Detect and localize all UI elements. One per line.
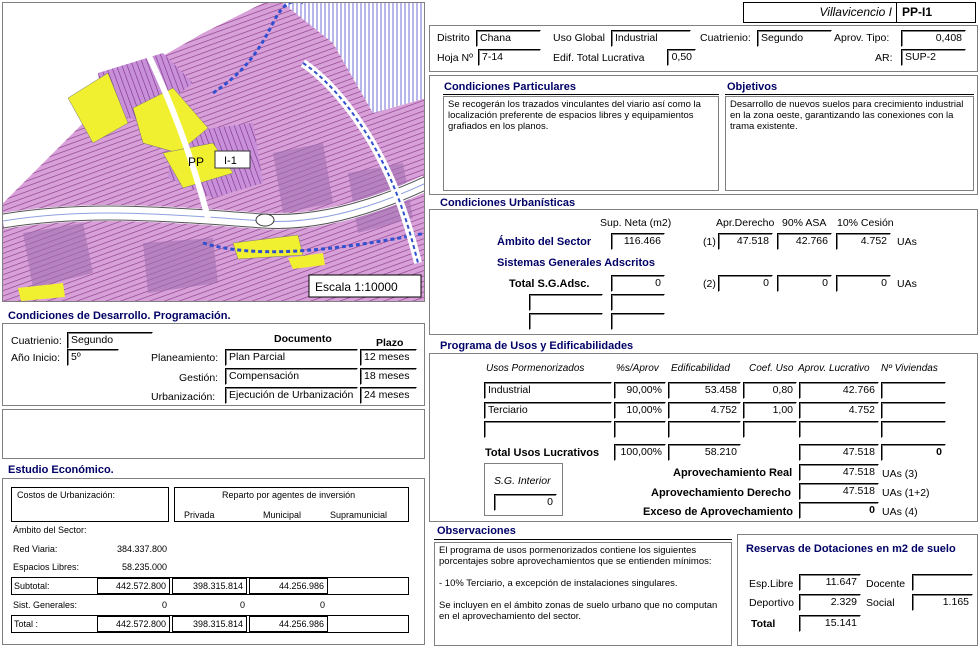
subtotal-value: 442.572.800 bbox=[97, 578, 170, 594]
esp-libre-field[interactable]: 11.647 bbox=[799, 574, 861, 591]
sg-total-label: Total S.G.Adsc. bbox=[509, 278, 590, 290]
deportivo-label: Deportivo bbox=[749, 597, 794, 609]
reservas-title: Reservas de Dotaciones en m2 de suelo bbox=[746, 543, 956, 555]
cuatrienio-label: Cuatrienio: bbox=[700, 32, 751, 44]
sist-generales-privada: 0 bbox=[239, 600, 245, 610]
urbanizacion-plazo[interactable]: 24 meses bbox=[360, 387, 417, 404]
sist-generales-value: 0 bbox=[161, 600, 167, 610]
aprov-real-field[interactable]: 47.518 bbox=[799, 464, 879, 481]
blank-notes-panel bbox=[2, 409, 425, 459]
col-cesion: 10% Cesión bbox=[837, 217, 894, 229]
sist-generales-municipal: 0 bbox=[319, 600, 325, 610]
planeamiento-plazo[interactable]: 12 meses bbox=[360, 349, 417, 366]
sg-adscritos-title: Sistemas Generales Adscritos bbox=[497, 257, 655, 269]
urbanisticas-title: Condiciones Urbanísticas bbox=[440, 197, 576, 209]
ambito-label: Ámbito del Sector bbox=[497, 236, 592, 248]
total-pct[interactable]: 100,00% bbox=[614, 444, 666, 461]
sg-interior-field[interactable]: 0 bbox=[494, 494, 557, 511]
observaciones-title: Observaciones bbox=[437, 525, 516, 537]
planeamiento-doc[interactable]: Plan Parcial bbox=[225, 349, 358, 366]
subtotal-privada: 398.315.814 bbox=[172, 578, 247, 594]
col-asa: 90% ASA bbox=[782, 217, 827, 229]
aprov-derecho-field[interactable]: 47.518 bbox=[799, 483, 879, 500]
sg-interior-label: S.G. Interior bbox=[494, 475, 551, 487]
urbanizacion-doc[interactable]: Ejecución de Urbanización bbox=[225, 387, 358, 404]
plazo-header: Plazo bbox=[376, 337, 404, 349]
uas-label-2: UAs bbox=[897, 278, 917, 290]
obs-paragraph-1: El programa de usos pormenorizados contiene los siguientes porcentajes sobre aprovechamientos que se entienden mínimos: bbox=[439, 545, 712, 567]
sg-ces-field[interactable]: 0 bbox=[836, 275, 891, 292]
espacios-libres-value: 58.235.000 bbox=[121, 562, 167, 572]
aprov-row-1[interactable]: 42.766 bbox=[799, 382, 879, 399]
aprov-real-note: UAs (3) bbox=[882, 468, 918, 480]
uso-row-3[interactable] bbox=[484, 421, 612, 438]
subtotal-municipal: 44.256.986 bbox=[249, 578, 328, 594]
desarrollo-title: Condiciones de Desarrollo. Programación. bbox=[8, 310, 231, 322]
total-viv[interactable]: 0 bbox=[881, 444, 946, 461]
ar-field[interactable]: SUP-2 bbox=[901, 49, 966, 66]
aprov-real-label: Aprovechamiento Real bbox=[673, 467, 793, 479]
docente-label: Docente bbox=[866, 578, 906, 590]
pct-row-3[interactable] bbox=[614, 421, 666, 438]
total-aprov[interactable]: 47.518 bbox=[799, 444, 879, 461]
ar-label: AR: bbox=[875, 52, 893, 64]
col-supramunicial: Supramunicial bbox=[330, 510, 388, 520]
economico-title: Estudio Económico. bbox=[8, 464, 114, 476]
sg-extra-name-1[interactable] bbox=[529, 294, 603, 311]
reparto-label: Reparto por agentes de inversión bbox=[222, 490, 356, 500]
urbanizacion-label: Urbanización: bbox=[151, 391, 216, 403]
viv-row-1[interactable] bbox=[881, 382, 946, 399]
map-panel bbox=[2, 2, 425, 302]
social-field[interactable]: 1.165 bbox=[912, 594, 973, 611]
title-place: Villavicencio I bbox=[743, 2, 896, 23]
mark-2: (2) bbox=[703, 278, 716, 290]
aprov-tipo-field[interactable]: 0,408 bbox=[901, 30, 966, 47]
hoja-field[interactable]: 7-14 bbox=[478, 49, 541, 66]
edif-row-3[interactable] bbox=[668, 421, 741, 438]
ambito-sup-field[interactable]: 116.466 bbox=[611, 233, 665, 250]
aprov-derecho-label: Aprovechamiento Derecho bbox=[651, 487, 791, 499]
coef-row-3[interactable] bbox=[743, 421, 797, 438]
ambito-ces-field[interactable]: 4.752 bbox=[836, 233, 891, 250]
col-apr-derecho: Apr.Derecho bbox=[716, 217, 775, 229]
exceso-note: UAs (4) bbox=[882, 506, 918, 518]
sg-sup-field[interactable]: 0 bbox=[611, 275, 665, 292]
eco-total-privada: 398.315.814 bbox=[172, 616, 247, 632]
total-edif[interactable]: 58.210 bbox=[668, 444, 741, 461]
subtotal-label: Subtotal: bbox=[14, 581, 50, 591]
edif-total-label: Edif. Total Lucrativa bbox=[553, 52, 645, 64]
coef-row-1[interactable]: 0,80 bbox=[743, 382, 797, 399]
h-usos: Usos Pormenorizados bbox=[486, 363, 585, 374]
map-scale: Escala 1:10000 bbox=[315, 280, 398, 294]
sg-extra-name-2[interactable] bbox=[529, 313, 603, 330]
uso-row-1[interactable]: Industrial bbox=[484, 382, 612, 399]
coef-row-2[interactable]: 1,00 bbox=[743, 402, 797, 419]
distrito-field[interactable]: Chana bbox=[476, 30, 541, 47]
uas-label-1: UAs bbox=[897, 236, 917, 248]
gestion-doc[interactable]: Compensación bbox=[225, 368, 358, 385]
uso-row-2[interactable]: Terciario bbox=[484, 402, 612, 419]
pct-row-1[interactable]: 90,00% bbox=[614, 382, 666, 399]
viv-row-2[interactable] bbox=[881, 402, 946, 419]
h-viv: Nº Viviendas bbox=[881, 363, 938, 374]
exceso-field[interactable]: 0 bbox=[799, 502, 879, 519]
hoja-label: Hoja Nº bbox=[437, 52, 473, 64]
sg-apr-field[interactable]: 0 bbox=[718, 275, 773, 292]
col-privada: Privada bbox=[184, 510, 215, 520]
deportivo-field[interactable]: 2.329 bbox=[799, 594, 861, 611]
eco-ambito-label: Ámbito del Sector: bbox=[13, 525, 87, 535]
zoning-map bbox=[3, 3, 425, 302]
gestion-plazo[interactable]: 18 meses bbox=[360, 368, 417, 385]
map-sector-label: I-1 bbox=[224, 155, 237, 167]
reservas-total-field[interactable]: 15.141 bbox=[799, 615, 861, 632]
edif-row-2[interactable]: 4.752 bbox=[668, 402, 741, 419]
documento-header: Documento bbox=[274, 333, 332, 345]
distrito-label: Distrito bbox=[437, 32, 470, 44]
h-edif: Edificabilidad bbox=[671, 363, 730, 374]
desarrollo-cuatrienio-field[interactable]: Segundo bbox=[67, 332, 153, 349]
desarrollo-cuatrienio-label: Cuatrienio: bbox=[11, 335, 62, 347]
mark-1: (1) bbox=[703, 236, 716, 248]
uso-global-field[interactable]: Industrial bbox=[611, 30, 691, 47]
col-municipal: Municipal bbox=[263, 510, 302, 520]
eco-total-value: 442.572.800 bbox=[97, 616, 170, 632]
obs-paragraph-2: - 10% Terciario, a excepción de instalaciones singulares. bbox=[439, 578, 678, 589]
aprov-tipo-label: Aprov. Tipo: bbox=[834, 32, 890, 44]
ambito-asa-field[interactable]: 42.766 bbox=[777, 233, 832, 250]
title-code: PP-I1 bbox=[896, 2, 976, 23]
eco-total-municipal: 44.256.986 bbox=[249, 616, 328, 632]
h-pct: %s/Aprov bbox=[616, 363, 659, 374]
particulares-title: Condiciones Particulares bbox=[444, 81, 577, 93]
sg-extra-sup-1[interactable] bbox=[611, 294, 665, 311]
objetivos-title: Objetivos bbox=[727, 81, 778, 93]
red-viaria-value: 384.337.800 bbox=[116, 544, 167, 554]
sg-extra-sup-2[interactable] bbox=[611, 313, 665, 330]
anio-inicio-field[interactable]: 5º bbox=[67, 349, 119, 366]
h-coef: Coef. Uso bbox=[749, 363, 794, 374]
docente-field[interactable] bbox=[912, 574, 973, 591]
planeamiento-label: Planeamiento: bbox=[151, 352, 219, 364]
col-sup-neta: Sup. Neta (m2) bbox=[600, 217, 672, 229]
h-aprov: Aprov. Lucrativo bbox=[798, 363, 870, 374]
aprov-row-3[interactable] bbox=[799, 421, 879, 438]
programa-title: Programa de Usos y Edificabilidades bbox=[440, 340, 634, 352]
pct-row-2[interactable]: 10,00% bbox=[614, 402, 666, 419]
red-viaria-label: Red Viaria: bbox=[13, 544, 58, 554]
total-usos-label: Total Usos Lucrativos bbox=[485, 447, 600, 459]
particulares-text[interactable]: Se recogerán los trazados vinculantes del viario así como la localización preferente de espacios libres y equipamientos grafiados en los planos. bbox=[443, 96, 719, 191]
costos-label: Costos de Urbanización: bbox=[17, 490, 116, 500]
esp-libre-label: Esp.Libre bbox=[749, 578, 794, 590]
edif-total-field[interactable]: 0,50 bbox=[667, 49, 696, 66]
reservas-total-label: Total bbox=[751, 618, 776, 630]
obs-paragraph-3: Se incluyen en el ámbito zonas de suelo urbano que no computan en el aprovechamiento del sector. bbox=[439, 600, 718, 622]
social-label: Social bbox=[866, 597, 895, 609]
ambito-apr-field[interactable]: 47.518 bbox=[718, 233, 773, 250]
objetivos-text[interactable]: Desarrollo de nuevos suelos para crecimiento industrial en la zona oeste, garantizando las conexiones con la trama existente. bbox=[725, 96, 974, 191]
exceso-label: Exceso de Aprovechamiento bbox=[643, 506, 793, 518]
viv-row-3[interactable] bbox=[881, 421, 946, 438]
anio-inicio-label: Año Inicio: bbox=[11, 352, 61, 364]
aprov-row-2[interactable]: 4.752 bbox=[799, 402, 879, 419]
eco-total-label: Total : bbox=[14, 619, 39, 629]
gestion-label: Gestión: bbox=[179, 372, 219, 384]
espacios-libres-label: Espacios Libres: bbox=[13, 562, 80, 572]
uso-global-label: Uso Global bbox=[553, 32, 605, 44]
aprov-derecho-note: UAs (1+2) bbox=[882, 487, 930, 499]
sg-asa-field[interactable]: 0 bbox=[777, 275, 832, 292]
cuatrienio-field[interactable]: Segundo bbox=[757, 30, 832, 47]
sist-generales-label: Sist. Generales: bbox=[13, 600, 78, 610]
observaciones-text[interactable] bbox=[434, 542, 732, 646]
edif-row-1[interactable]: 53.458 bbox=[668, 382, 741, 399]
map-pp-label: PP bbox=[188, 155, 205, 169]
